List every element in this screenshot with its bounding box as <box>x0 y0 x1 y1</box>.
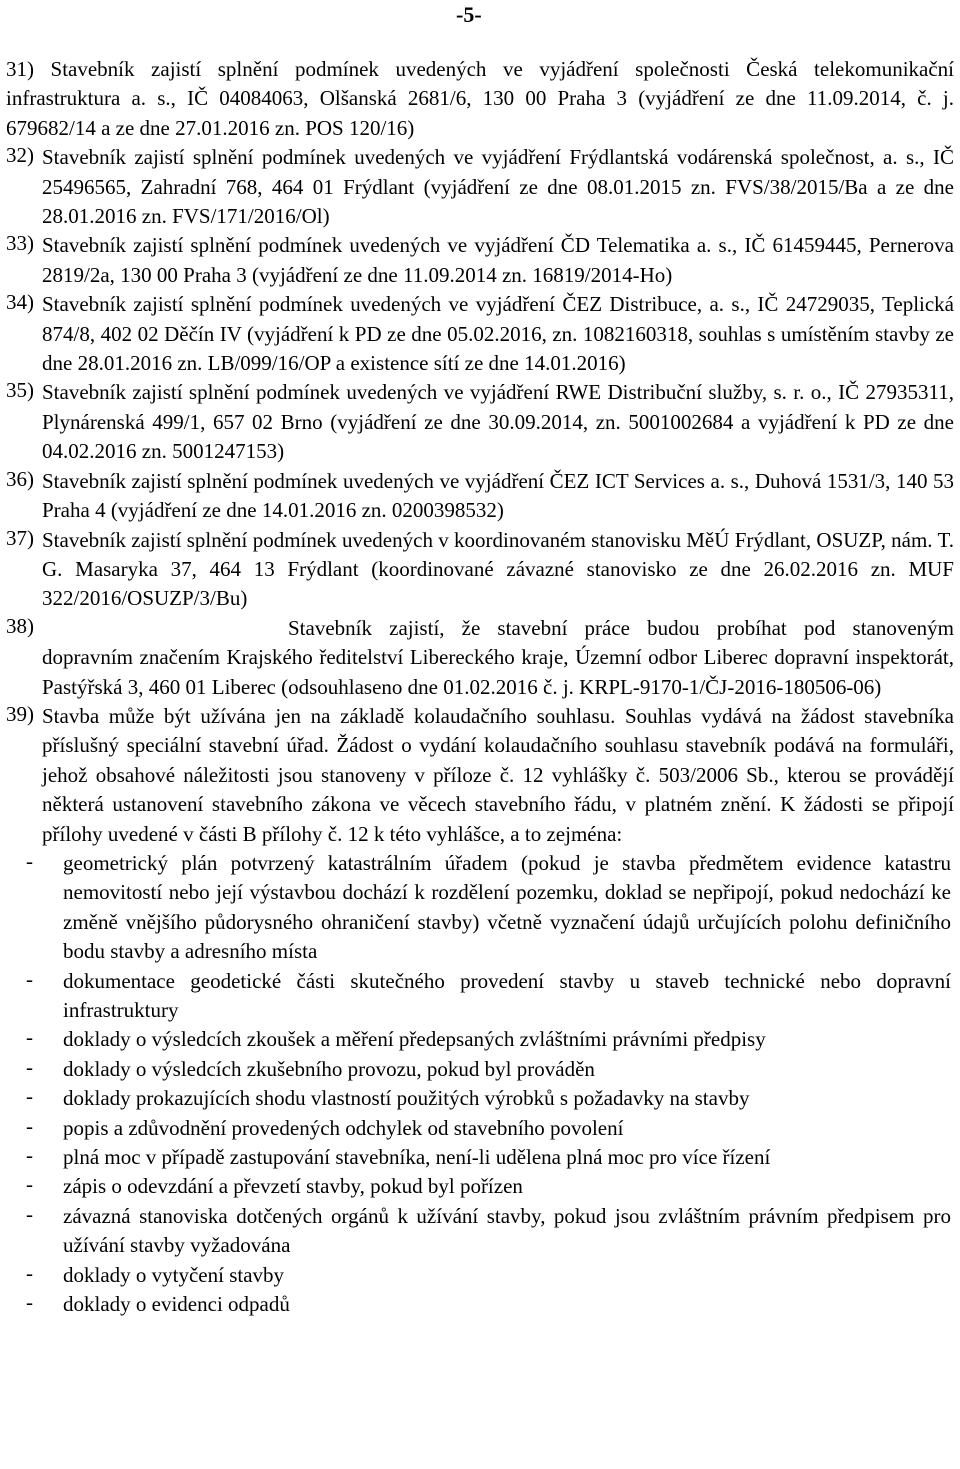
condition-item-37 <box>0 526 960 614</box>
list-dash: - <box>26 1084 33 1109</box>
condition-text: Stavba může být užívána jen na základě kolaudačního souhlasu. Souhlas vydává na žádost stavebníka příslušný speciální stavební úřad. Žádost o vydání kolaudačního souhlasu stavebník podává na formuláři, jehož obsahové náležitosti jsou stanoveny v příloze č. 12 vyhlášky č. 503/2006 Sb., kterou se provádějí některá ustanovení stavebního zákona ve věcech stavebního řádu, v platném znění. K žádosti se připojí přílohy uvedené v části B přílohy č. 12 k této vyhlášce, a to zejména: <box>42 703 954 846</box>
list-dash: - <box>26 966 33 991</box>
list-item <box>0 1261 960 1290</box>
list-dash: - <box>26 1025 33 1050</box>
condition-item-33 <box>0 231 960 290</box>
list-item-text: geometrický plán potvrzený katastrálním úřadem (pokud je stavba předmětem evidence katastru nemovitostí nebo její výstavbou dochází k rozdělení pozemku, doklad se nepřipojí, pokud nedochází ke změně vnějšího půdorysného ohraničení stavby) včetně vyznačení údajů určujících polohu definičního bodu stavby a adresního místa <box>63 850 951 964</box>
condition-number: 37) <box>6 525 34 550</box>
condition-text: Stavebník zajistí, že stavební práce budou probíhat pod stanoveným dopravním značením Krajského ředitelství Libereckého kraje, Územní odbor Liberec dopravní inspektorát, Pastýřská 3, 460 01 Liberec (odsouhlaseno dne 01.02.2016 č. j. KRPL-9170-1/ČJ-2016-180506-06) <box>42 615 954 699</box>
condition-number: 38) <box>6 613 34 638</box>
list-item-text: doklady o výsledcích zkoušek a měření předepsaných zvláštními právními předpisy <box>63 1027 766 1052</box>
condition-text: 31) Stavebník zajistí splnění podmínek uvedených ve vyjádření společnosti Česká telekomunikační infrastruktura a. s., IČ 04084063, Olšanská 2681/6, 130 00 Praha 3 (vyjádření ze dne 11.09.2014, č. j. 679682/14 a ze dne 27.01.2016 zn. POS 120/16) <box>6 57 954 140</box>
page-number: -5- <box>456 2 482 27</box>
list-item <box>0 1084 960 1113</box>
condition-text: Stavebník zajistí splnění podmínek uvedených ve vyjádření ČEZ Distribuce, a. s., IČ 24729035, Teplická 874/8, 402 02 Děčín IV (vyjádření k PD ze dne 05.02.2016, zn. 1082160318, souhlas s umístěním stavby ze dne 28.01.2016 zn. LB/099/16/OP a existence sítí ze dne 14.01.2016) <box>42 292 954 376</box>
list-item <box>0 1025 960 1054</box>
list-item-text: popis a zdůvodnění provedených odchylek od stavebního povolení <box>63 1115 624 1140</box>
list-item-text: doklady o evidenci odpadů <box>63 1292 290 1317</box>
list-item-text: dokumentace geodetické části skutečného provedení stavby u staveb technické nebo dopravní infrastruktury <box>63 968 951 1022</box>
list-item-text: doklady prokazujících shodu vlastností použitých výrobků s požadavky na stavby <box>63 1086 750 1111</box>
list-dash: - <box>26 848 33 873</box>
list-item <box>0 1172 960 1201</box>
condition-item-36 <box>0 467 960 526</box>
condition-text: Stavebník zajistí splnění podmínek uvedených ve vyjádření ČD Telematika a. s., IČ 61459445, Pernerova 2819/2a, 130 00 Praha 3 (vyjádření ze dne 11.09.2014 zn. 16819/2014-Ho) <box>42 233 954 287</box>
list-dash: - <box>26 1260 33 1285</box>
list-dash: - <box>26 1290 33 1315</box>
condition-number: 32) <box>6 143 34 168</box>
condition-number: 34) <box>6 290 34 315</box>
condition-number: 39) <box>6 701 34 726</box>
condition-text: Stavebník zajistí splnění podmínek uvedených ve vyjádření RWE Distribuční služby, s. r. o., IČ 27935311, Plynárenská 499/1, 657 02 Brno (vyjádření ze dne 30.09.2014, zn. 5001002684 a vyjádření k PD ze dne 04.02.2016 zn. 5001247153) <box>42 380 954 464</box>
list-item <box>0 849 960 967</box>
list-item <box>0 1114 960 1143</box>
attachment-list <box>0 849 960 1320</box>
condition-number: 33) <box>6 231 34 256</box>
condition-item-32 <box>0 143 960 231</box>
list-item-text: závazná stanoviska dotčených orgánů k užívání stavby, pokud jsou zvláštním právním předpisem pro užívání stavby vyžadována <box>63 1203 951 1258</box>
list-item-text: plná moc v případě zastupování stavebníka, není-li udělena plná moc pro více řízení <box>63 1145 771 1170</box>
list-dash: - <box>26 1054 33 1079</box>
condition-item-38 <box>0 614 960 702</box>
list-item <box>0 1202 960 1261</box>
condition-number: 36) <box>6 466 34 491</box>
condition-text: Stavebník zajistí splnění podmínek uvedených ve vyjádření Frýdlantská vodárenská společnost, a. s., IČ 25496565, Zahradní 768, 464 01 Frýdlant (vyjádření ze dne 08.01.2015 zn. FVS/38/2015/Ba a ze dne 28.01.2016 zn. FVS/171/2016/Ol) <box>42 145 954 229</box>
condition-number: 35) <box>6 378 34 403</box>
list-dash: - <box>26 1201 33 1226</box>
list-dash: - <box>26 1143 33 1168</box>
list-item <box>0 967 960 1026</box>
list-item <box>0 1290 960 1319</box>
document-content <box>0 55 960 1319</box>
condition-item-31 <box>0 55 960 143</box>
list-dash: - <box>26 1113 33 1138</box>
condition-item-35 <box>0 378 960 466</box>
list-item-text: doklady o vytyčení stavby <box>63 1262 285 1287</box>
list-item-text: doklady o výsledcích zkušebního provozu, pokud byl prováděn <box>63 1056 595 1081</box>
condition-item-39 <box>0 702 960 849</box>
list-dash: - <box>26 1172 33 1197</box>
list-item-text: zápis o odevzdání a převzetí stavby, pokud byl pořízen <box>63 1174 523 1199</box>
condition-text: Stavebník zajistí splnění podmínek uvedených v koordinovaném stanovisku MěÚ Frýdlant, OSUZP, nám. T. G. Masaryka 37, 464 13 Frýdlant (koordinované závazné stanovisko ze dne 26.02.2016 zn. MUF 322/2016/OSUZP/3/Bu) <box>42 527 954 611</box>
condition-item-34 <box>0 290 960 378</box>
condition-text: Stavebník zajistí splnění podmínek uvedených ve vyjádření ČEZ ICT Services a. s., Duhová 1531/3, 140 53 Praha 4 (vyjádření ze dne 14.01.2016 zn. 0200398532) <box>42 468 954 523</box>
list-item <box>0 1055 960 1084</box>
list-item <box>0 1143 960 1172</box>
